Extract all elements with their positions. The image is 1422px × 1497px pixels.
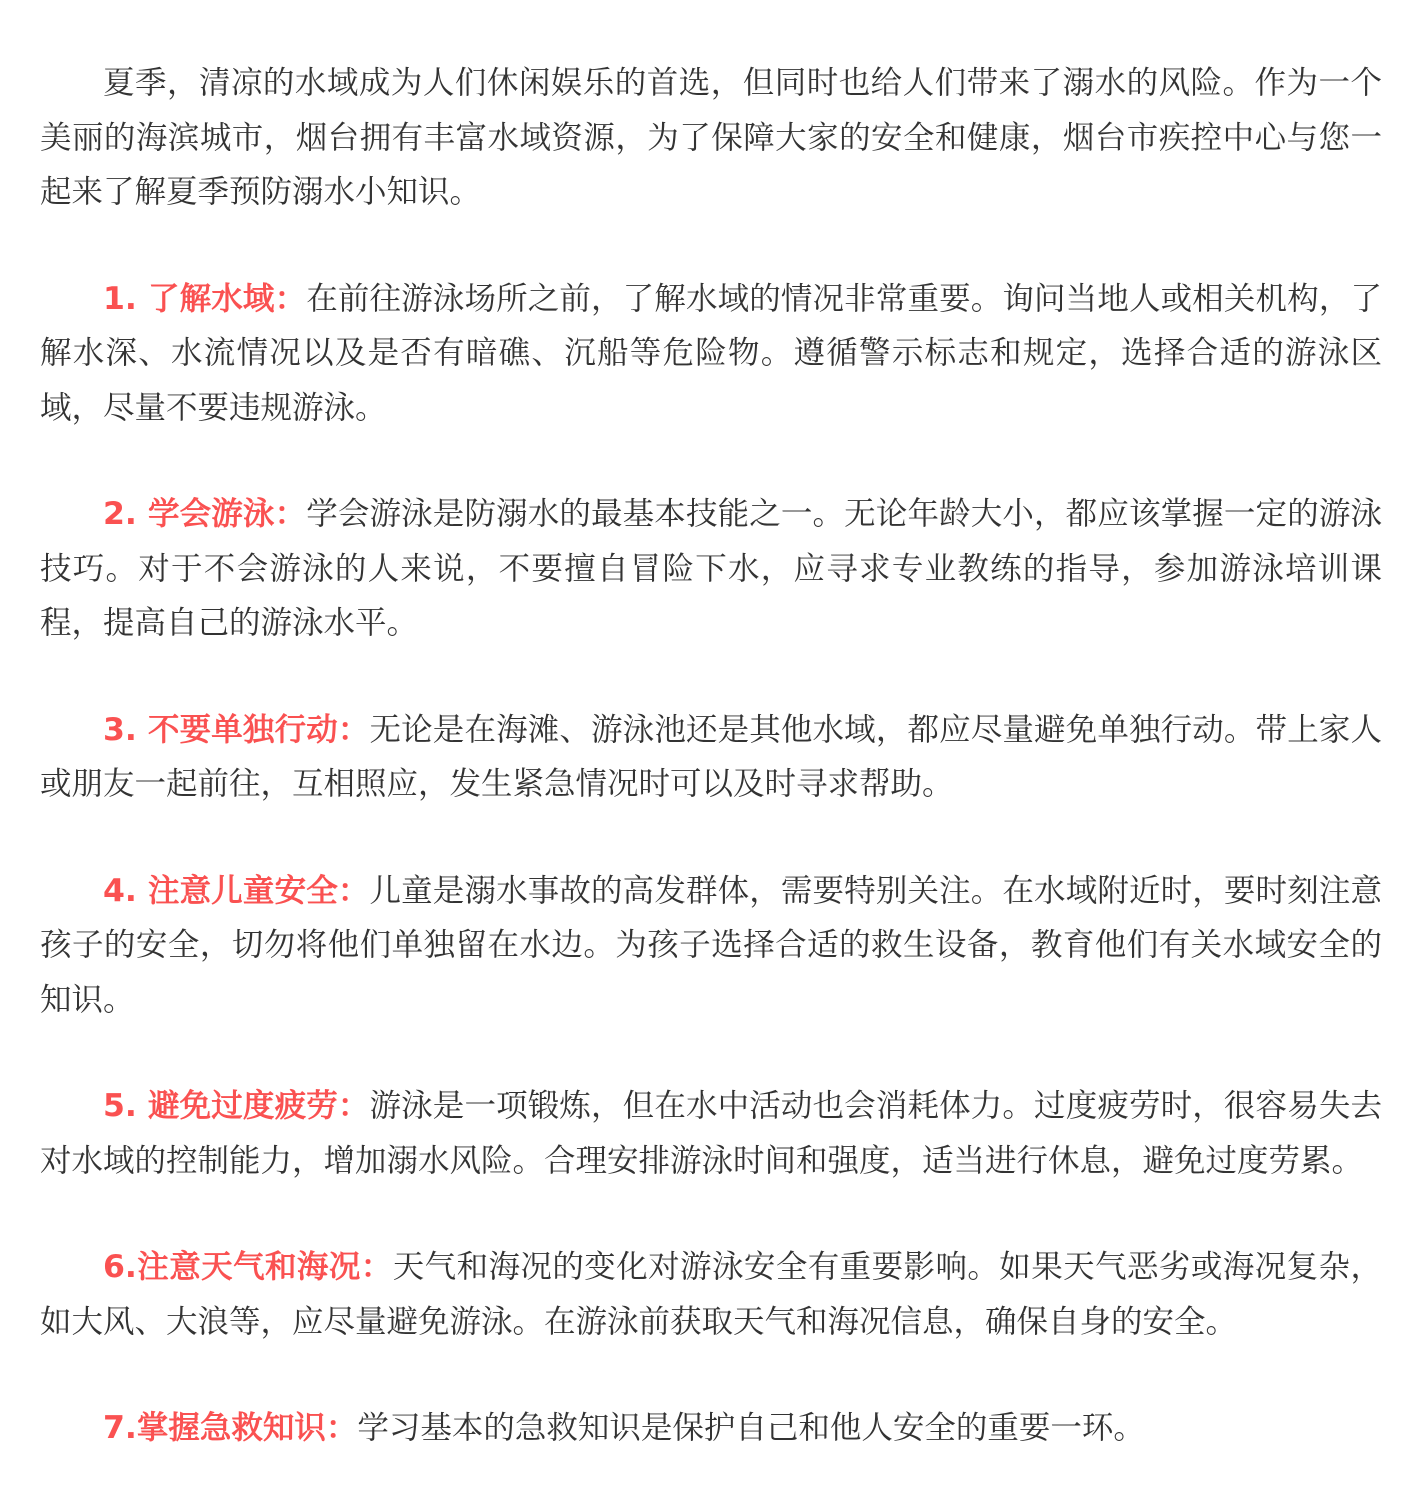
tip-paragraph-2 xyxy=(40,487,1382,651)
tip-body: 无论是在海滩、游泳池还是其他水域，都应尽量避免单独行动。带上家人或朋友一起前往，互相照应，发生紧急情况时可以及时寻求帮助。 xyxy=(40,711,1382,802)
intro-paragraph: 夏季，清凉的水域成为人们休闲娱乐的首选，但同时也给人们带来了溺水的风险。作为一个美丽的海滨城市，烟台拥有丰富水域资源，为了保障大家的安全和健康，烟台市疾控中心与您一起来了解夏季预防溺水小知识。 xyxy=(40,65,1382,210)
article-body xyxy=(40,56,1382,1456)
tip-paragraph-3 xyxy=(40,703,1382,812)
tip-title: 5. 避免过度疲劳： xyxy=(103,1088,370,1124)
tip-title: 1. 了解水域： xyxy=(103,280,307,317)
tip-title: 2. 学会游泳： xyxy=(103,496,307,532)
tip-title: 7.掌握急救知识： xyxy=(103,1410,358,1446)
tip-paragraph-5 xyxy=(40,1079,1382,1188)
tip-body: 游泳是一项锻炼，但在水中活动也会消耗体力。过度疲劳时，很容易失去对水域的控制能力，增加溺水风险。合理安排游泳时间和强度，适当进行休息，避免过度劳累。 xyxy=(40,1088,1382,1179)
tip-paragraph-1 xyxy=(40,272,1382,436)
tip-paragraph-6 xyxy=(40,1240,1382,1349)
tip-body: 天气和海况的变化对游泳安全有重要影响。如果天气恶劣或海况复杂，如大风、大浪等，应尽量避免游泳。在游泳前获取天气和海况信息，确保自身的安全。 xyxy=(40,1249,1382,1340)
tip-title: 6.注意天气和海况： xyxy=(103,1249,393,1285)
tip-body: 在前往游泳场所之前，了解水域的情况非常重要。询问当地人或相关机构，了解水深、水流情况以及是否有暗礁、沉船等危险物。遵循警示标志和规定，选择合适的游泳区域，尽量不要违规游泳。 xyxy=(40,280,1382,426)
tip-body: 儿童是溺水事故的高发群体，需要特别关注。在水域附近时，要时刻注意孩子的安全，切勿将他们单独留在水边。为孩子选择合适的救生设备，教育他们有关水域安全的知识。 xyxy=(40,872,1382,1018)
tip-title: 4. 注意儿童安全： xyxy=(103,872,370,909)
tip-body: 学会游泳是防溺水的最基本技能之一。无论年龄大小，都应该掌握一定的游泳技巧。对于不会游泳的人来说，不要擅自冒险下水，应寻求专业教练的指导，参加游泳培训课程，提高自己的游泳水平。 xyxy=(40,496,1382,641)
tip-paragraph-7 xyxy=(40,1401,1382,1456)
tip-title: 3. 不要单独行动： xyxy=(103,711,370,748)
tip-body: 学习基本的急救知识是保护自己和他人安全的重要一环。 xyxy=(357,1410,1145,1446)
tip-paragraph-4 xyxy=(40,864,1382,1028)
